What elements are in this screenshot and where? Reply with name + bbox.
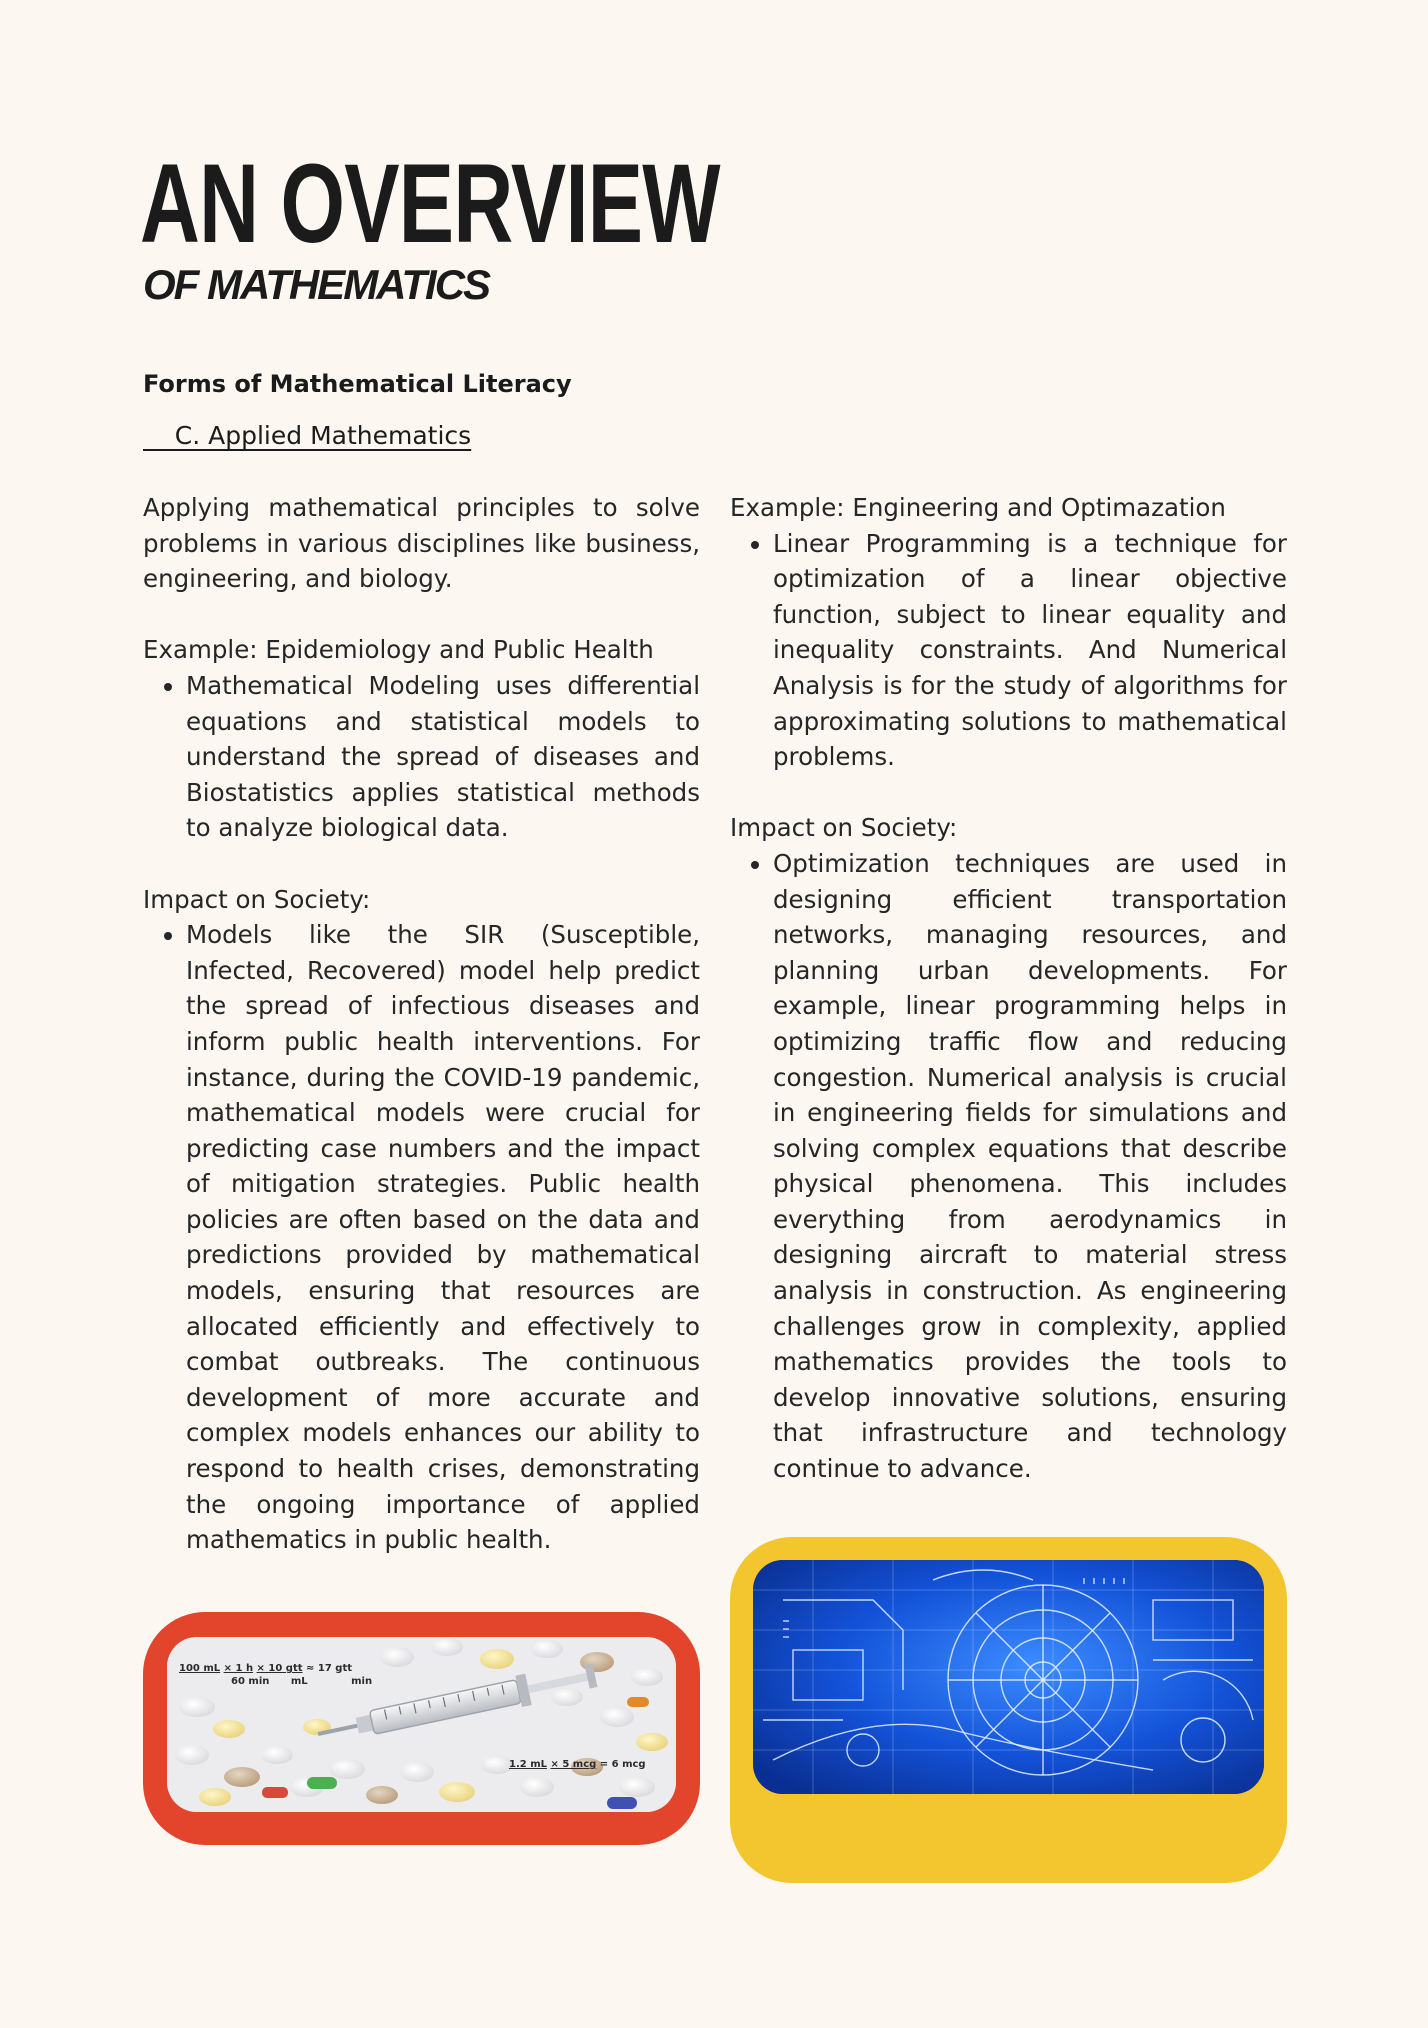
- page-title: AN OVERVIEW: [140, 141, 720, 266]
- impact-label: Impact on Society:: [730, 813, 958, 843]
- example-bullet: • Linear Programming is a technique for optimization of a linear objective function, subject to linear equality and inequality constraints. And Numerical Analysis is for the study of algorithms for approximating solutions to mathematical problems.: [773, 526, 1287, 775]
- page-subtitle: OF MATHEMATICS: [143, 261, 490, 308]
- example-bullet: • Mathematical Modeling uses differential equations and statistical models to understand the spread of diseases and Biostatistics applies statistical methods to analyze biological data.: [186, 668, 700, 846]
- formula-denominators: [179, 1676, 372, 1687]
- right-column: [730, 490, 1287, 1487]
- example-label: Example: Engineering and Optimazation: [730, 493, 1226, 522]
- example-label: Example: Epidemiology and Public Health: [143, 635, 654, 665]
- example-list: [730, 526, 1287, 775]
- engineering-blueprint-photo: [753, 1560, 1264, 1794]
- impact-bullet: • Models like the SIR (Susceptible, Infected, Recovered) model help predict the spread of infectious diseases and inform public health interventions. For instance, during the COVID-19 pandemic, mathematical models were crucial for predicting case numbers and the impact of mitigation strategies. Public health policies are often based on the data and predictions provided by mathematical models, ensuring that resources are allocated efficiently and effectively to combat outbreaks. The continuous development of more accurate and complex models enhances our ability to respond to health crises, demonstrating the ongoing importance of applied mathematics in public health.: [186, 917, 700, 1558]
- spacer: [143, 597, 700, 633]
- spacer: [730, 775, 1287, 811]
- blueprint-illustration: [753, 1560, 1264, 1794]
- formula-part: ≈ 17: [306, 1663, 332, 1674]
- impact-label: Impact on Society:: [143, 884, 371, 914]
- example-list: [143, 668, 700, 846]
- intro-paragraph: Applying mathematical principles to solve problems in various disciplines like business, engineering, and biology.: [143, 493, 700, 594]
- impact-list: [143, 917, 700, 1558]
- formula-part: × 5 mcg: [550, 1759, 597, 1770]
- left-column: [143, 490, 700, 1558]
- formula-part: 1.2 mL: [509, 1759, 547, 1770]
- yellow-image-frame: [730, 1537, 1287, 1883]
- formula-part: min: [351, 1676, 373, 1687]
- formula-top: [179, 1663, 372, 1687]
- formula-part: gtt: [335, 1663, 352, 1674]
- formula-bottom: [509, 1759, 646, 1770]
- impact-bullet: • Optimization techniques are used in designing efficient transportation networks, managing resources, and planning urban developments. For example, linear programming helps in optimizing traffic flow and reducing congestion. Numerical analysis is crucial in engineering fields for simulations and solving complex equations that describe physical phenomena. This includes everything from aerodynamics in designing aircraft to material stress analysis in construction. As engineering challenges grow in complexity, applied mathematics provides the tools to develop innovative solutions, ensuring that infrastructure and technology continue to advance.: [773, 846, 1287, 1487]
- impact-list: [730, 846, 1287, 1487]
- formula-part: mL: [290, 1676, 308, 1687]
- formula-part: 60 min: [231, 1676, 270, 1687]
- pills-syringe-photo: [167, 1637, 676, 1812]
- formula-part: 100 mL: [179, 1663, 221, 1674]
- formula-part: × 1 h: [223, 1663, 254, 1674]
- formula-part: × 10 gtt: [256, 1663, 303, 1674]
- spacer: [143, 846, 700, 882]
- section-heading: Forms of Mathematical Literacy: [143, 370, 572, 398]
- formula-part: = 6 mcg: [599, 1759, 646, 1770]
- red-image-frame: [143, 1612, 700, 1845]
- section-subheading: C. Applied Mathematics: [143, 421, 472, 450]
